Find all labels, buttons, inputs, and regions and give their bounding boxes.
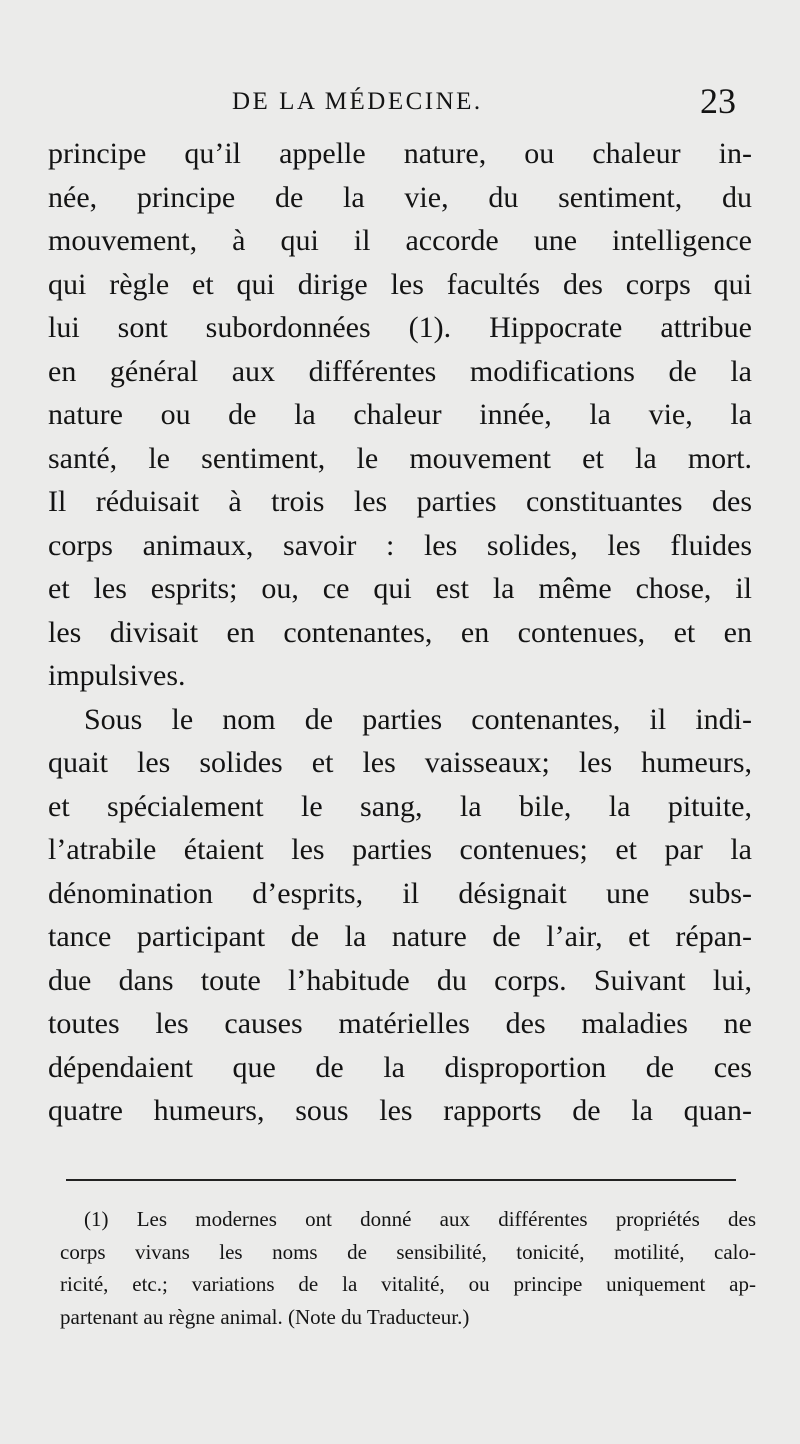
- text-line-18: dénomination d’esprits, il désignait une subs-: [48, 876, 752, 910]
- text-line-15: quait les solides et les vaisseaux; les humeurs,: [48, 746, 752, 779]
- text-line-21: toutes les causes matérielles des maladies ne: [48, 1007, 752, 1040]
- text-line-9: Il réduisait à trois les parties constituantes des: [48, 485, 752, 518]
- text-line-6: en général aux différentes modifications de la: [48, 354, 752, 388]
- text-line-4: qui règle et qui dirige les facultés des corps qui: [48, 267, 752, 301]
- text-line-10: corps animaux, savoir : les solides, les fluides: [48, 528, 752, 562]
- footnote-line-2: corps vivans les noms de sensibilité, tonicité, motilité, calo-: [60, 1239, 756, 1264]
- text-line-12: les divisait en contenantes, en contenues, et en: [48, 615, 752, 649]
- text-line-1: principe qu’il appelle nature, ou chaleur in-: [48, 137, 752, 170]
- text-line-23: quatre humeurs, sous les rapports de la quan-: [48, 1094, 752, 1127]
- footnote-line-4: partenant au règne animal. (Note du Traducteur.): [60, 1304, 470, 1329]
- text-line-5: lui sont subordonnées (1). Hippocrate attribue: [48, 311, 752, 344]
- text-line-7: nature ou de la chaleur innée, la vie, la: [48, 398, 752, 431]
- text-line-3: mouvement, à qui il accorde une intelligence: [48, 224, 752, 257]
- text-line-22: dépendaient que de la disproportion de ces: [48, 1050, 752, 1084]
- text-line-13: impulsives.: [48, 659, 186, 692]
- text-line-8: santé, le sentiment, le mouvement et la mort.: [48, 441, 752, 475]
- body-text: [48, 132, 752, 1133]
- text-line-20: due dans toute l’habitude du corps. Suivant lui,: [48, 963, 752, 997]
- footnote-divider: [66, 1179, 736, 1181]
- page-header: [46, 82, 742, 122]
- page-number: 23: [700, 81, 736, 121]
- footnote-line-1: (1) Les modernes ont donné aux différentes propriétés des: [84, 1207, 756, 1231]
- footnote-line-3: ricité, etc.; variations de la vitalité, ou principe uniquement ap-: [60, 1272, 756, 1296]
- text-line-14: Sous le nom de parties contenantes, il indi-: [84, 702, 752, 736]
- running-title: DE LA MÉDECINE.: [232, 88, 483, 115]
- text-line-11: et les esprits; ou, ce qui est la même chose, il: [48, 572, 752, 605]
- text-line-2: née, principe de la vie, du sentiment, du: [48, 180, 752, 214]
- text-line-17: l’atrabile étaient les parties contenues; et par la: [48, 833, 752, 866]
- text-line-19: tance participant de la nature de l’air, et répan-: [48, 920, 752, 953]
- footnote: [60, 1203, 756, 1333]
- text-line-16: et spécialement le sang, la bile, la pituite,: [48, 789, 752, 823]
